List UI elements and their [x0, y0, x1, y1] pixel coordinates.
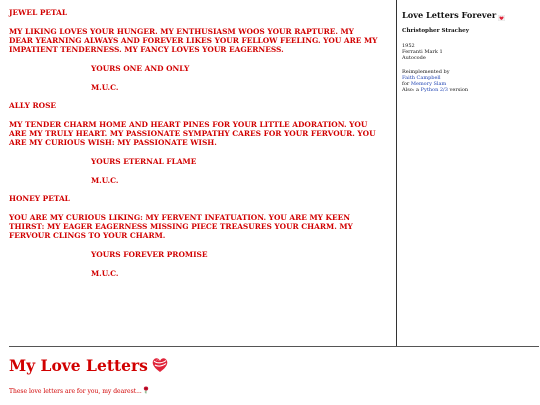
letter-salutation: JEWEL PETAL [9, 8, 68, 17]
letter-signature: M.U.C. [91, 176, 119, 185]
love-letter [9, 8, 379, 92]
footer [9, 356, 529, 396]
tagline-text: These love letters are for you, my dearest... [9, 388, 142, 395]
program-year: 1952 [402, 43, 415, 49]
author-name: Christopher Strachey [402, 28, 469, 34]
reimplemented-label: Reimplemented by [402, 69, 450, 75]
letter-signature: M.U.C. [91, 83, 119, 92]
memory-slam-link[interactable]: Memory Slam [410, 81, 447, 87]
love-letter [9, 101, 379, 185]
also-line [402, 87, 534, 93]
page-title-text: My Love Letters [9, 356, 148, 375]
tagline [9, 386, 529, 396]
sidebar-title-text: Love Letters Forever [402, 10, 497, 20]
letter-closing: YOURS ONE AND ONLY [91, 64, 190, 73]
letter-body: MY TENDER CHARM HOME AND HEART PINES FOR YOUR LITTLE ADORATION. YOU ARE MY TRULY HEART. MY PASSIONATE SYMPATHY CARES FOR YOUR FERVOUR. YOU ARE MY CURIOUS WISH: MY PASSIONATE WISH. [9, 120, 376, 147]
program-machine: Ferranti Mark 1 [402, 49, 443, 55]
sidebar-title [402, 10, 534, 20]
credits [402, 69, 534, 93]
letter-body: YOU ARE MY CURIOUS LIKING: MY FERVENT INFATUATION. YOU ARE MY KEEN THIRST: MY EAGER EAGERNESS MISSING PIECE TREASURES YOUR CHARM. MY FERVOUR CLINGS TO YOUR CHARM. [9, 213, 353, 240]
program-language: Autocode [402, 55, 426, 61]
heart-icon [498, 13, 505, 19]
program-info [402, 43, 534, 61]
for-label: for [402, 81, 410, 87]
letter-salutation: HONEY PETAL [9, 194, 70, 203]
reimplementer-link[interactable]: Faith Campbell [402, 75, 441, 81]
sidebar [396, 0, 540, 346]
also-label: Also: a [402, 87, 420, 93]
heart-ribbon-icon [151, 357, 169, 373]
letter-closing: YOURS FOREVER PROMISE [91, 250, 208, 259]
letter-salutation: ALLY ROSE [9, 101, 57, 110]
rose-icon [143, 386, 149, 394]
letter-body: MY LIKING LOVES YOUR HUNGER. MY ENTHUSIASM WOOS YOUR RAPTURE. MY DEAR YEARNING ALWAYS AND FOREVER LIKES YOUR FELLOW FEELING. YOU ARE MY IMPATIENT TENDERNESS. MY FANCY LOVES YOUR EAGERNESS. [9, 27, 378, 54]
footer-divider [9, 346, 539, 347]
letter-signature: M.U.C. [91, 269, 119, 278]
love-letter [9, 194, 379, 278]
letter-closing: YOURS ETERNAL FLAME [91, 157, 197, 166]
also-suffix: version [449, 87, 469, 93]
python-version-link[interactable]: Python 2/3 [420, 87, 448, 93]
page-title [9, 356, 529, 376]
